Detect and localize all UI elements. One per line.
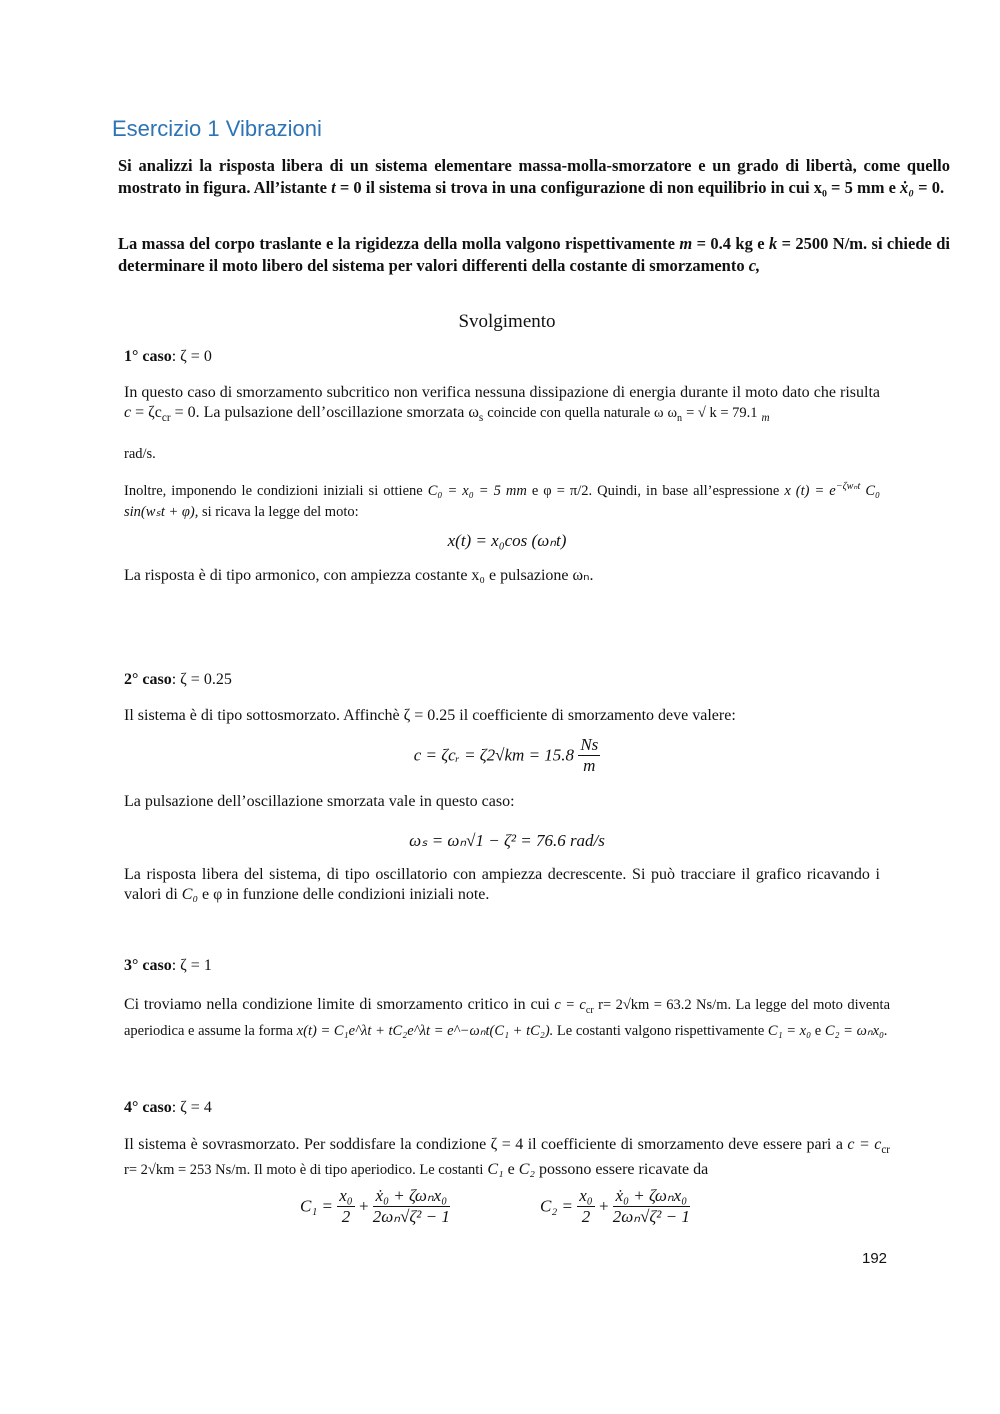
intro-text: Si analizzi la risposta libera di un sistema elementare massa-molla-smorzatore e un grado di libertà, come quello mostrato in figura. All’istante	[118, 156, 950, 197]
intro-var-c: c,	[748, 256, 761, 275]
intro-paragraph-1	[118, 155, 950, 199]
intro-text: La massa del corpo traslante e la rigidezza della molla valgono rispettivamente	[118, 234, 675, 253]
case2-condition: : ζ = 0.25	[171, 671, 232, 688]
case3-condition: : ζ = 1	[171, 957, 212, 974]
var-c0: C₀	[181, 886, 198, 903]
case1-paragraph-2	[124, 476, 880, 523]
intro-var-xdot: ẋ₀	[900, 178, 915, 197]
fraction	[613, 1186, 690, 1227]
text: r= 2√km = 253 Ns/m. Il moto è di tipo aperiodico. Le costanti	[124, 1162, 484, 1179]
equation-inline: C₂ = ωₙx₀.	[824, 1022, 888, 1039]
c1-formula	[300, 1186, 450, 1227]
case2-equation-2: ωₛ = ωₙ√1 − ζ² = 76.6 rad/s	[409, 831, 605, 850]
var-c: c	[124, 404, 132, 421]
equation-text: c = ζcᵣ = ζ2√km = 15.8	[413, 745, 575, 765]
numerator: Ns	[580, 735, 599, 754]
text: r= 2√km = 63.2 Ns/m. La legge del moto diventa aperiodica e assume la forma	[124, 997, 891, 1039]
case3-paragraph	[124, 995, 890, 1041]
case1-equation: x(t) = x₀cos (ωₙt)	[447, 531, 567, 550]
fraction	[373, 1186, 450, 1227]
text: Le costanti valgono rispettivamente	[556, 1022, 765, 1039]
text: e	[814, 1022, 822, 1039]
intro-var-k: k	[768, 234, 778, 253]
superscript: −ζwₙt	[835, 481, 861, 492]
denominator: 2ωₙ√ζ² − 1	[612, 1207, 690, 1226]
subscript: cr	[585, 1004, 594, 1016]
text: possono essere ricavate da	[538, 1161, 709, 1179]
formula-lhs: C₂ =	[540, 1196, 573, 1216]
subscript: n	[677, 412, 683, 424]
case2-paragraph-2: La pulsazione dell’oscillazione smorzata vale in questo caso:	[124, 793, 515, 810]
subscript: m	[761, 412, 770, 425]
page-number: 192	[862, 1250, 888, 1267]
case4-heading	[124, 1099, 212, 1117]
subscript: s	[478, 412, 484, 425]
text: = ζc	[135, 404, 162, 421]
case1-paragraph-3: La risposta è di tipo armonico, con ampiezza costante x₀ e pulsazione ωₙ.	[124, 567, 594, 584]
case4-condition: : ζ = 4	[171, 1099, 212, 1116]
case2-title: 2° caso	[124, 671, 172, 688]
text: Inoltre, imponendo le condizioni iniziali si ottiene	[124, 482, 423, 499]
c2-formula	[540, 1186, 690, 1227]
intro-text: = 0 il sistema si trova in una configurazione di non equilibrio in cui x₀ = 5 mm e	[339, 178, 896, 197]
subscript: cr	[881, 1144, 891, 1157]
numerator: x₀	[339, 1186, 353, 1205]
denominator: 2ωₙ√ζ² − 1	[372, 1207, 450, 1226]
numerator: x₀	[579, 1186, 593, 1205]
equation-inline: C₀ sin(wₛt + φ),	[124, 482, 881, 520]
case4-paragraph	[124, 1135, 890, 1180]
denominator: 2	[341, 1207, 351, 1226]
equation-inline: C₀ = x₀ = 5 mm	[427, 482, 527, 499]
fraction	[577, 1186, 594, 1227]
intro-var-t: t	[331, 178, 336, 197]
numerator: ẋ₀ + ζωₙx₀	[613, 1186, 690, 1207]
case3-heading	[124, 957, 212, 975]
exercise-heading: Esercizio 1 Vibrazioni	[112, 116, 322, 141]
equation-inline: c = c	[847, 1136, 882, 1153]
text: e φ in funzione delle condizioni iniziali note.	[202, 886, 490, 903]
text: Ci troviamo nella condizione limite di smorzamento critico in cui	[124, 996, 550, 1013]
text: = 0. La pulsazione dell’oscillazione smorzata ω	[174, 404, 479, 421]
var-c1: C₁	[487, 1161, 504, 1179]
case2-paragraph-3	[124, 865, 880, 905]
intro-paragraph-2	[118, 233, 950, 277]
formula-lhs: C₁ =	[300, 1196, 333, 1216]
case2-equation-1	[0, 735, 1000, 776]
equation-inline: x (t) = e	[784, 482, 836, 499]
intro-text: = 0.4 kg e	[696, 234, 765, 253]
plus-sign: +	[358, 1196, 369, 1216]
equation-inline: c = c	[554, 997, 586, 1013]
text: coincide con quella naturale ω	[487, 405, 664, 421]
equation-inline: x(t) = C₁e^λt + tC₂e^λt = e^−ωₙt(C₁ + tC₂).	[296, 1022, 554, 1039]
case1-paragraph-1: In questo caso di smorzamento subcritico non verifica nessuna dissipazione di energia durante il moto dato che risulta $c = \zeta c_{cr} = 0$. La pulsazione dell’oscillazione smorzata $\omega_s$ coincide con quella naturale ω $\omega_n$ = √ k = 79.1 $_m$	[124, 384, 880, 425]
intro-text: = 2500 N/m. si chiede di determinare il moto libero del sistema per valori differenti della costante di smorzamento	[118, 234, 950, 275]
text: In questo caso di smorzamento subcritico non verifica nessuna dissipazione di energia durante il moto dato che risulta	[124, 384, 880, 401]
case1-unit: rad/s.	[124, 446, 156, 462]
subscript: cr	[161, 412, 171, 425]
intro-var-m: m	[679, 234, 693, 253]
text: e φ = π/2. Quindi, in base all’espressione	[531, 482, 780, 499]
denominator: m	[583, 756, 596, 775]
case1-heading	[124, 348, 212, 366]
denominator: 2	[581, 1207, 591, 1226]
numerator: ẋ₀ + ζωₙx₀	[373, 1186, 450, 1207]
intro-text: = 0.	[918, 178, 945, 197]
fraction	[578, 735, 600, 776]
text: Il sistema è sovrasmorzato. Per soddisfare la condizione ζ = 4 il coefficiente di smorzamento deve essere pari a	[124, 1136, 843, 1153]
case4-title: 4° caso	[124, 1099, 172, 1116]
case1-title: 1° caso	[124, 348, 172, 365]
section-title: Svolgimento	[458, 311, 556, 332]
case3-title: 3° caso	[124, 957, 172, 974]
case2-heading	[124, 671, 232, 689]
plus-sign: +	[598, 1196, 609, 1216]
text: si ricava la legge del moto:	[202, 503, 359, 520]
text: La risposta libera del sistema, di tipo oscillatorio con ampiezza decrescente. Si può tracciare il grafico ricavando i valori di	[124, 866, 880, 903]
text: e	[507, 1161, 515, 1179]
fraction	[337, 1186, 354, 1227]
case2-paragraph-1: Il sistema è di tipo sottosmorzato. Affinchè ζ = 0.25 il coefficiente di smorzamento deve valere:	[124, 707, 736, 724]
case1-condition: : ζ = 0	[171, 348, 212, 365]
text: = √ k = 79.1	[686, 405, 758, 421]
var-c2: C₂	[518, 1161, 535, 1179]
equation-inline: C₁ = x₀	[767, 1022, 812, 1039]
